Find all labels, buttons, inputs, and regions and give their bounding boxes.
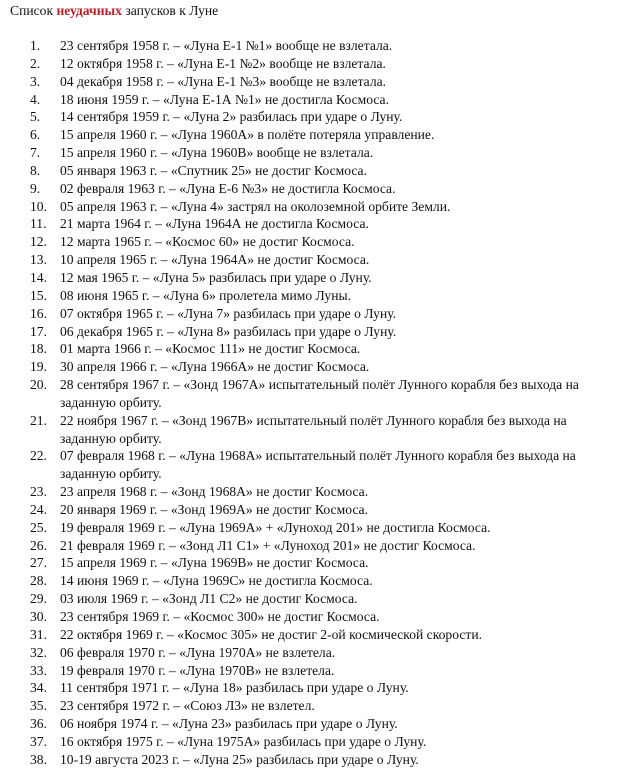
- list-item: [0, 644, 579, 662]
- item-number: 20.: [30, 377, 47, 393]
- list-item: [0, 73, 579, 91]
- item-text: 18 июня 1959 г. – «Луна Е-1А №1» не достигла Космоса.: [60, 91, 389, 107]
- item-text: 22 ноября 1967 г. – «Зонд 1967В» испытательный полёт Лунного корабля без выхода на: [60, 412, 567, 428]
- item-number: 27.: [30, 555, 47, 571]
- item-number: 26.: [30, 537, 47, 553]
- list-item: [0, 715, 579, 733]
- list-item: [0, 37, 579, 55]
- item-number: 33.: [30, 662, 47, 678]
- item-number: 11.: [30, 216, 47, 232]
- list-item: [0, 340, 579, 358]
- list-item: [0, 269, 579, 287]
- list-item: [0, 162, 579, 180]
- list-item: [0, 519, 579, 537]
- item-number: 28.: [30, 573, 47, 589]
- item-number: 8.: [30, 162, 41, 178]
- item-number: 1.: [30, 38, 41, 53]
- item-text: 05 января 1963 г. – «Спутник 25» не достиг Космоса.: [60, 162, 367, 178]
- item-number: 4.: [30, 91, 41, 107]
- item-text: 21 марта 1964 г. – «Луна 1964А не достигла Космоса.: [60, 216, 369, 232]
- item-number: 34.: [30, 680, 47, 696]
- item-number: 24.: [30, 501, 47, 517]
- item-number: 14.: [30, 269, 47, 285]
- list-item: [0, 287, 579, 305]
- failed-launch-list: [0, 37, 579, 769]
- item-text: 05 апреля 1963 г. – «Луна 4» застрял на околоземной орбите Земли.: [60, 198, 451, 214]
- list-item: [0, 626, 579, 644]
- item-text: 01 марта 1966 г. – «Космос 111» не достиг Космоса.: [60, 341, 361, 357]
- list-item: [0, 144, 579, 162]
- item-text: заданную орбиту.: [60, 466, 162, 482]
- item-number: 3.: [30, 73, 41, 89]
- list-item: [0, 447, 579, 483]
- list-item: [0, 733, 579, 751]
- item-text: 06 ноября 1974 г. – «Луна 23» разбилась при ударе о Луну.: [60, 716, 398, 732]
- item-text: 19 февраля 1970 г. – «Луна 1970В» не взлетела.: [60, 662, 335, 678]
- item-number: 19.: [30, 359, 47, 375]
- item-text: 07 февраля 1968 г. – «Луна 1968А» испытательный полёт Лунного корабля без выхода на: [60, 448, 576, 464]
- list-item: [0, 483, 579, 501]
- list-item: [0, 662, 579, 680]
- list-item: [0, 376, 579, 412]
- item-number: 21.: [30, 412, 47, 428]
- list-item: [0, 501, 579, 519]
- item-number: 5.: [30, 109, 41, 125]
- item-text: 04 декабря 1958 г. – «Луна Е-1 №3» вообще не взлетала.: [60, 73, 387, 89]
- list-item: [0, 751, 579, 769]
- list-item: [0, 697, 579, 715]
- list-item: [0, 590, 579, 608]
- list-item: [0, 215, 579, 233]
- item-number: 16.: [30, 305, 47, 321]
- list-item: [0, 554, 579, 572]
- item-number: 23.: [30, 484, 47, 500]
- item-text: заданную орбиту.: [60, 430, 162, 446]
- item-text: 20 января 1969 г. – «Зонд 1969А» не достиг Космоса.: [60, 501, 368, 517]
- item-text: 10-19 августа 2023 г. – «Луна 25» разбилась при ударе о Луну.: [60, 751, 419, 767]
- item-text: 21 февраля 1969 г. – «Зонд Л1 С1» + «Луноход 201» не достиг Космоса.: [60, 537, 476, 553]
- item-number: 12.: [30, 234, 47, 250]
- list-item: [0, 572, 579, 590]
- title-highlight: неудачных: [56, 3, 122, 18]
- item-number: 29.: [30, 591, 47, 607]
- item-number: 25.: [30, 519, 47, 535]
- item-text: 23 сентября 1969 г. – «Космос 300» не достиг Космоса.: [60, 609, 380, 624]
- item-text: 23 сентября 1958 г. – «Луна Е-1 №1» вообще не взлетала.: [60, 38, 393, 53]
- item-text: 15 апреля 1969 г. – «Луна 1969В» не достиг Космоса.: [60, 555, 369, 571]
- item-text: 23 апреля 1968 г. – «Зонд 1968А» не достиг Космоса.: [60, 484, 369, 500]
- list-item: [0, 126, 579, 144]
- list-item: [0, 233, 579, 251]
- item-number: 36.: [30, 716, 47, 732]
- document-title: [10, 3, 218, 19]
- item-text: 12 мая 1965 г. – «Луна 5» разбилась при ударе о Луну.: [60, 269, 372, 285]
- item-text: 22 октября 1969 г. – «Космос 305» не достиг 2-ой космической скорости.: [60, 626, 483, 642]
- item-text: 30 апреля 1966 г. – «Луна 1966А» не достиг Космоса.: [60, 359, 370, 375]
- list-item: [0, 412, 579, 448]
- list-item: [0, 679, 579, 697]
- item-text: 06 февраля 1970 г. – «Луна 1970А» не взлетела.: [60, 644, 336, 660]
- item-number: 22.: [30, 448, 47, 464]
- item-text: 07 октября 1965 г. – «Луна 7» разбилась при ударе о Луну.: [60, 305, 397, 321]
- title-suffix: запусков к Луне: [121, 3, 219, 18]
- item-number: 38.: [30, 751, 47, 767]
- item-number: 18.: [30, 341, 47, 357]
- item-number: 6.: [30, 127, 41, 143]
- item-text: 06 декабря 1965 г. – «Луна 8» разбилась при ударе о Луну.: [60, 323, 397, 339]
- item-text: 10 апреля 1965 г. – «Луна 1964А» не достиг Космоса.: [60, 252, 370, 268]
- item-text: 15 апреля 1960 г. – «Луна 1960А» в полёте потеряла управление.: [60, 127, 435, 143]
- item-number: 9.: [30, 180, 41, 196]
- item-number: 2.: [30, 55, 41, 71]
- item-text: заданную орбиту.: [60, 394, 162, 410]
- list-item: [0, 323, 579, 341]
- item-number: 15.: [30, 287, 47, 303]
- item-number: 7.: [30, 145, 41, 161]
- item-text: 16 октября 1975 г. – «Луна 1975А» разбилась при ударе о Луну.: [60, 733, 427, 749]
- list-item: [0, 180, 579, 198]
- item-text: 14 июня 1969 г. – «Луна 1969С» не достигла Космоса.: [60, 573, 373, 589]
- title-prefix: Список: [10, 3, 57, 18]
- list-item: [0, 608, 579, 626]
- list-item: [0, 537, 579, 555]
- item-text: 12 октября 1958 г. – «Луна Е-1 №2» вообще не взлетала.: [60, 55, 386, 71]
- item-text: 08 июня 1965 г. – «Луна 6» пролетела мимо Луны.: [60, 287, 351, 303]
- item-text: 02 февраля 1963 г. – «Луна Е-6 №3» не достигла Космоса.: [60, 180, 396, 196]
- list-item: [0, 358, 579, 376]
- item-text: 28 сентября 1967 г. – «Зонд 1967А» испытательный полёт Лунного корабля без выхода на: [60, 377, 579, 393]
- item-number: 31.: [30, 626, 47, 642]
- item-number: 13.: [30, 252, 47, 268]
- item-text: 19 февраля 1969 г. – «Луна 1969А» + «Луноход 201» не достигла Космоса.: [60, 519, 491, 535]
- list-item: [0, 251, 579, 269]
- item-number: 35.: [30, 698, 47, 714]
- item-number: 37.: [30, 733, 47, 749]
- item-number: 10.: [30, 198, 47, 214]
- list-item: [0, 91, 579, 109]
- list-item: [0, 108, 579, 126]
- item-text: 12 марта 1965 г. – «Космос 60» не достиг Космоса.: [60, 234, 355, 250]
- item-number: 30.: [30, 609, 47, 624]
- item-text: 03 июля 1969 г. – «Зонд Л1 С2» не достиг Космоса.: [60, 591, 358, 607]
- item-text: 23 сентября 1972 г. – «Союз Л3» не взлетел.: [60, 698, 315, 714]
- list-item: [0, 55, 579, 73]
- item-text: 14 сентября 1959 г. – «Луна 2» разбилась при ударе о Луну.: [60, 109, 403, 125]
- item-number: 32.: [30, 644, 47, 660]
- item-number: 17.: [30, 323, 47, 339]
- list-item: [0, 305, 579, 323]
- item-text: 15 апреля 1960 г. – «Луна 1960В» вообще не взлетала.: [60, 145, 374, 161]
- item-text: 11 сентября 1971 г. – «Луна 18» разбилась при ударе о Луну.: [60, 680, 409, 696]
- list-item: [0, 198, 579, 216]
